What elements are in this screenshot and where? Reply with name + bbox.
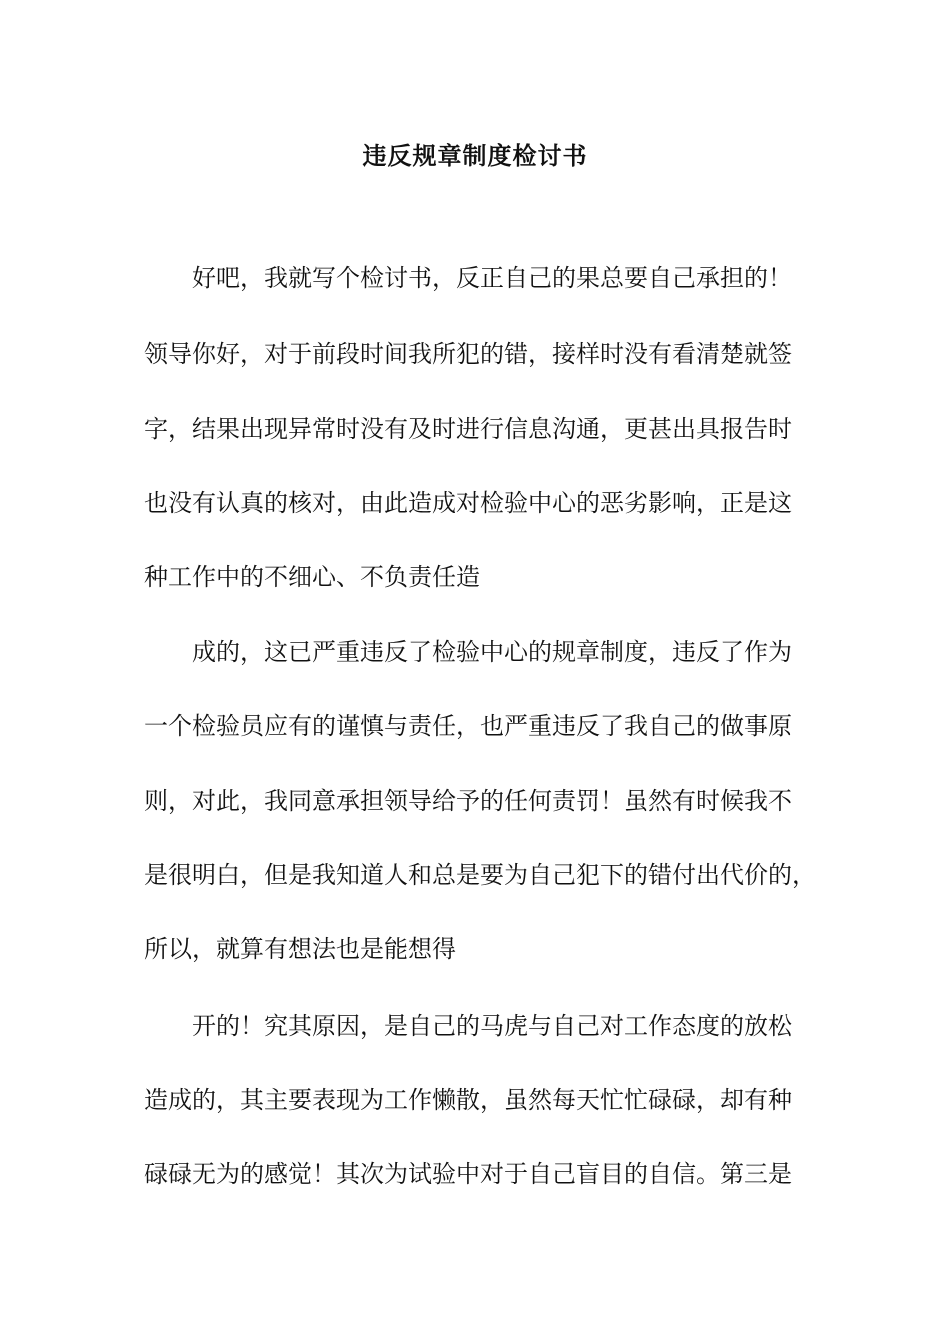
- text-line: 也没有认真的核对，由此造成对检验中心的恶劣影响，正是这: [144, 489, 792, 517]
- text-line: 种工作中的不细心、不负责任造: [144, 563, 480, 591]
- text-line: 字，结果出现异常时没有及时进行信息沟通，更甚出具报告时: [144, 415, 792, 443]
- text-line: 一个检验员应有的谨慎与责任，也严重违反了我自己的做事原: [144, 712, 792, 740]
- text-line: 造成的，其主要表现为工作懒散，虽然每天忙忙碌碌，却有种: [144, 1086, 792, 1114]
- text-line: 是很明白，但是我知道人和总是要为自己犯下的错付出代价的，: [144, 861, 816, 889]
- text-line: 所以，就算有想法也是能想得: [144, 935, 456, 963]
- text-line: 领导你好，对于前段时间我所犯的错，接样时没有看清楚就签: [144, 340, 792, 368]
- text-line: 成的，这已严重违反了检验中心的规章制度，违反了作为: [192, 638, 792, 666]
- text-line: 开的！究其原因，是自己的马虎与自己对工作态度的放松: [192, 1012, 792, 1040]
- text-line: 好吧，我就写个检讨书，反正自己的果总要自己承担的！: [192, 264, 792, 292]
- text-line: 碌碌无为的感觉！其次为试验中对于自己盲目的自信。第三是: [144, 1160, 792, 1188]
- document-title: 违反规章制度检讨书: [362, 141, 588, 170]
- text-line: 则，对此，我同意承担领导给予的任何责罚！虽然有时候我不: [144, 787, 792, 815]
